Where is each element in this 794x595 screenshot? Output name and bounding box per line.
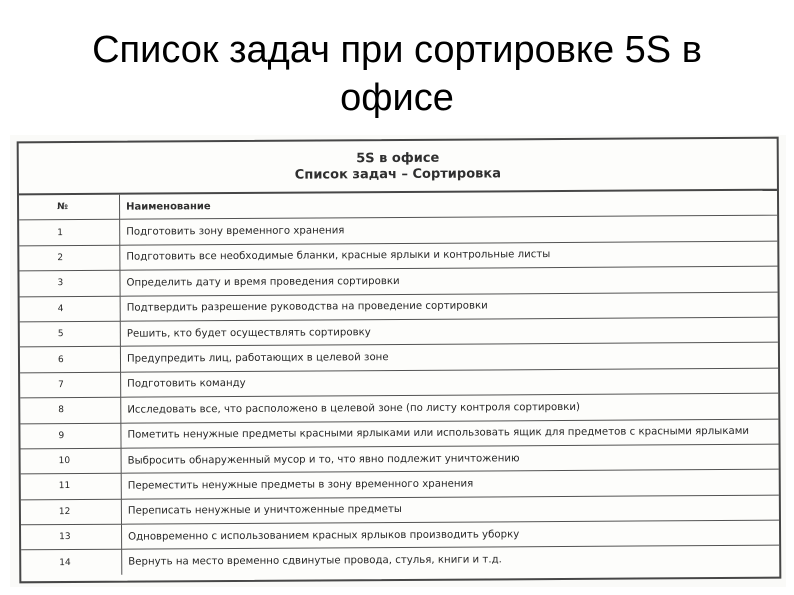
scanned-document-image <box>10 135 786 587</box>
task-name: Переместить ненужные предметы в зону временного хранения <box>121 469 779 498</box>
task-number: 1 <box>19 220 120 246</box>
task-number: 13 <box>21 524 122 550</box>
task-name: Подтвердить разрешение руководства на проведение сортировки <box>120 292 778 321</box>
slide-title <box>0 26 794 122</box>
task-number: 9 <box>20 423 121 449</box>
task-number: 12 <box>21 499 122 525</box>
task-number: 3 <box>19 270 120 296</box>
column-header-name: Наименование <box>119 191 777 220</box>
task-name: Исследовать все, что расположено в целевой зоне (по листу контроля сортировки) <box>121 393 779 422</box>
task-name: Пометить ненужные предметы красными ярлыками или использовать ящик для предметов с красными ярлыками <box>121 419 779 448</box>
task-number: 5 <box>20 321 121 347</box>
task-name: Подготовить зону временного хранения <box>120 216 778 245</box>
document-header-line2: Список задач – Сортировка <box>294 166 501 183</box>
task-number: 2 <box>19 245 120 271</box>
task-number: 6 <box>20 347 121 373</box>
task-name: Предупредить лиц, работающих в целевой зоне <box>120 343 778 372</box>
task-number: 4 <box>20 296 121 322</box>
task-list-document <box>17 137 782 584</box>
task-table <box>19 191 779 575</box>
task-name: Подготовить все необходимые бланки, красные ярлыки и контрольные листы <box>120 241 778 270</box>
task-number: 10 <box>21 448 122 474</box>
document-header <box>19 139 777 196</box>
task-name: Одновременно с использованием красных ярлыков производить уборку <box>121 520 779 549</box>
task-number: 8 <box>20 397 121 423</box>
table-row <box>21 546 779 576</box>
slide-title-line1: Список задач при сортировке 5S в <box>92 29 702 71</box>
slide-title-line2: офисе <box>340 77 454 119</box>
task-number: 11 <box>21 473 122 499</box>
task-name: Подготовить команду <box>121 368 779 397</box>
task-name: Выбросить обнаруженный мусор и то, что явно подлежит уничтожению <box>121 444 779 473</box>
task-name: Решить, кто будет осуществлять сортировку <box>120 317 778 346</box>
task-name: Определить дату и время проведения сортировки <box>120 266 778 295</box>
task-name: Вернуть на место временно сдвинутые провода, стулья, книги и т.д. <box>128 554 502 568</box>
task-number: 14 <box>21 550 122 576</box>
document-header-line1: 5S в офисе <box>356 150 440 167</box>
column-header-number: № <box>19 195 120 221</box>
task-rows <box>19 216 779 576</box>
task-number: 7 <box>20 372 121 398</box>
task-name: Переписать ненужные и уничтоженные предметы <box>121 495 779 524</box>
